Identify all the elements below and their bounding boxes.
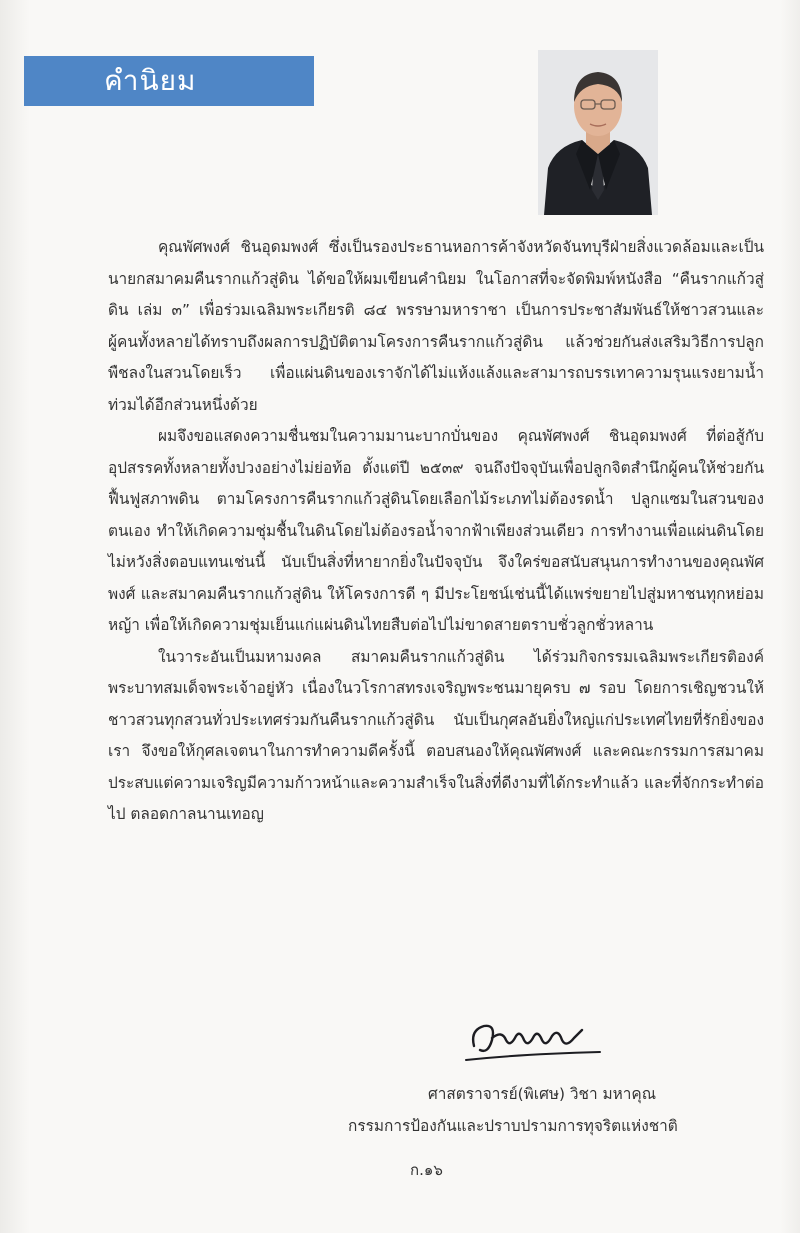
portrait-photo [538,50,658,215]
paragraph-2: ผมจึงขอแสดงความชื่นชมในความมานะบากบั่นของ คุณพัศพงศ์ ชินอุดมพงศ์ ที่ต่อสู้กับอุปสรรคทั้งหลายทั้งปวงอย่างไม่ย่อท้อ ตั้งแต่ปี ๒๕๓๙ จนถึงปัจจุบันเพื่อปลูกจิตสำนึกผู้คนให้ช่วยกันฟื้นฟูสภาพดิน ตามโครงการคืนรากแก้วสู่ดินโดยเลือกไม้ระเภทไม่ต้องรดน้ำ ปลูกแซมในสวนของตนเอง ทำให้เกิดความชุ่มชื้นในดินโดยไม่ต้องรอน้ำจากฟ้าเพียงส่วนเดียว การทำงานเพื่อแผ่นดินโดยไม่หวังสิ่งตอบแทนเช่นนี้ นับเป็นสิ่งที่หายากยิ่งในปัจจุบัน จึงใคร่ขอสนับสนุนการทำงานของคุณพัศพงศ์ และสมาคมคืนรากแก้วสู่ดิน ให้โครงการดี ๆ มีประโยชน์เช่นนี้ได้แพร่ขยายไปสู่มหาชนทุกหย่อมหญ้า เพื่อให้เกิดความชุ่มเย็นแก่แผ่นดินไทยสืบต่อไปไม่ขาดสายตราบชั่วลูกชั่วหลาน [108,427,764,634]
signer-title: กรรมการป้องกันและปราบปรามการทุจริตแห่งชาติ [348,1117,678,1135]
signer-name: ศาสตราจารย์(พิเศษ) วิชา มหาคุณ [428,1085,657,1103]
paragraph-3: ในวาระอันเป็นมหามงคล สมาคมคืนรากแก้วสู่ดิน ได้ร่วมกิจกรรมเฉลิมพระเกียรติองค์พระบาทสมเด็จพระเจ้าอยู่หัว เนื่องในวโรกาสทรงเจริญพระชนมายุครบ ๗ รอบ โดยการเชิญชวนให้ชาวสวนทุกสวนทั่วประเทศร่วมกันคืนรากแก้วสู่ดิน นับเป็นกุศลอันยิ่งใหญ่แก่ประเทศไทยที่รักยิ่งของเรา จึงขอให้กุศลเจตนาในการทำความดีครั้งนี้ ตอบสนองให้คุณพัศพงศ์ และคณะกรรมการสมาคมประสบแต่ความเจริญมีความก้าวหน้าและความสำเร็จในสิ่งที่ดีงามที่ได้กระทำแล้ว และที่จักกระทำต่อไป ตลอดกาลนานเทอญ [108,647,764,823]
signature-icon [462,1010,612,1070]
body-text [108,232,764,831]
page-heading: คำนิยม [104,64,197,97]
paragraph-1: คุณพัศพงศ์ ชินอุดมพงศ์ ซึ่งเป็นรองประธานหอการค้าจังหวัดจันทบุรีฝ่ายสิ่งแวดล้อมและเป็นนายกสมาคมคืนรากแก้วสู่ดิน ได้ขอให้ผมเขียนคำนิยม ในโอกาสที่จะจัดพิมพ์หนังสือ “คืนรากแก้วสู่ดิน เล่ม ๓” เพื่อร่วมเฉลิมพระเกียรติ ๘๔ พรรษามหาราชา เป็นการประชาสัมพันธ์ให้ชาวสวนและผู้คนทั้งหลายได้ทราบถึงผลการปฏิบัติตามโครงการคืนรากแก้วสู่ดิน แล้วช่วยกันส่งเสริมวิธีการปลูกพืชลงในสวนโดยเร็ว เพื่อแผ่นดินของเราจักได้ไม่แห้งแล้งและสามารถบรรเทาความรุนแรงยามน้ำท่วมได้อีกส่วนหนึ่งด้วย [108,238,764,414]
page-number: ก.๑๖ [410,1161,443,1179]
